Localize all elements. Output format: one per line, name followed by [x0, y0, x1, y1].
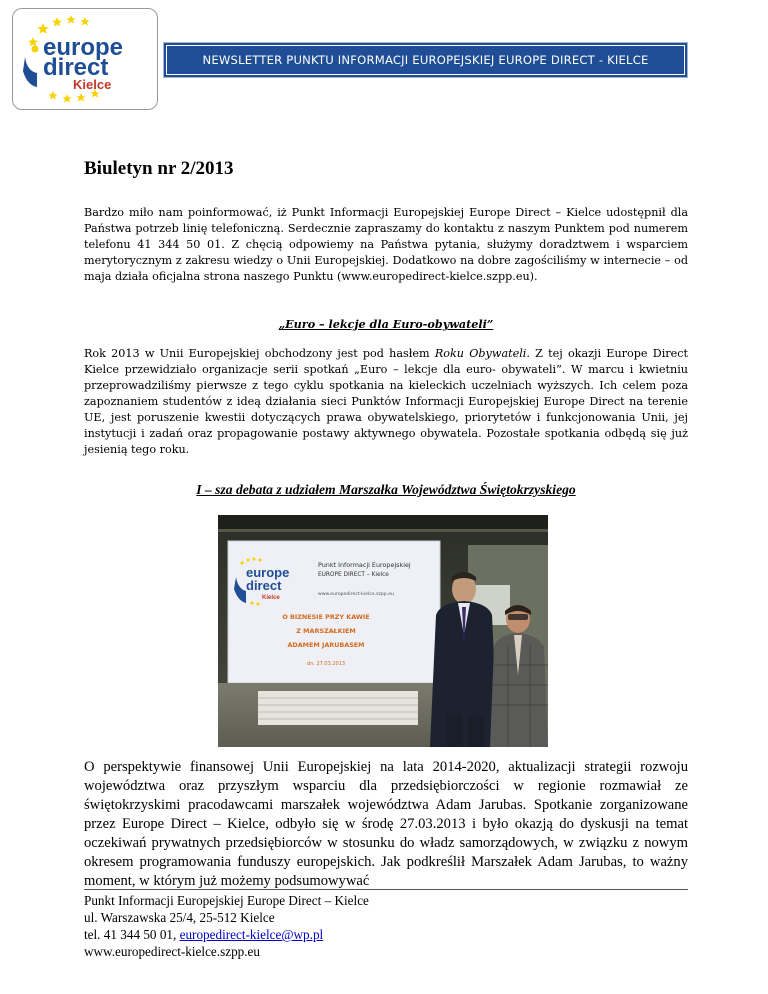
screen-logo-kielce-text: Kielce — [262, 595, 280, 601]
footer-divider — [84, 889, 688, 890]
screen-line2: EUROPE DIRECT – Kielce — [318, 572, 389, 578]
logo-europe-text: europe — [43, 34, 124, 61]
debate-heading: I – sza debata z udziałem Marszałka Województwa Świętokrzyskiego — [196, 482, 576, 497]
screen-heading1: O BIZNESIE PRZY KAWIE — [282, 613, 370, 621]
intro-paragraph: Bardzo miło nam poinformować, iż Punkt Informacji Europejskiej Europe Direct – Kielce udostępnił dla Państwa potrzeb linię telefoniczną. Serdecznie zapraszamy do kontaktu z naszym Punktem pod numerem telefonu 41 344 50 01. Z chęcią odpowiemy na Państwa pytania, służymy doradztwem i wsparciem merytorycznym z zakresu wiedzy o Unii Europejskiej. Dodatkowo na dobre zagościliśmy w internecie – od maja działa oficjalna strona naszego Punktu (www.europedirect-kielce.szpp.eu). — [84, 206, 688, 283]
screen-heading3: ADAMEM JARUBASEM — [287, 641, 365, 649]
footer-org-name: Punkt Informacji Europejskiej Europe Direct – Kielce — [84, 893, 369, 908]
screen-logo-direct-text: direct — [246, 578, 282, 593]
footer-phone-email — [84, 926, 369, 943]
paragraph2-text-end: . Z tej okazji Europe Direct Kielce przewidziało organizacje serii spotkań „Euro – lekcje dla euro- obywateli”. W marcu i kwietniu przeprowadziliśmy pierwsze z tego cyklu spotkania na kieleckich uczelniach wyższych. Ich celem poza zapoznaniem studentów z ideą działania sieci Punktów Informacji Europejskiej Europe Direct na terenie UE, jest poruszenie kwestii dotyczących prawa obywatelskiego, priorytetów i funkcjonowania Unii, jej instytucji i zadań oraz propagowanie postawy aktywnego obywatela. Pozostałe spotkania odbędą się już jesienią tego roku. — [84, 347, 689, 456]
euro-lessons-paragraph — [84, 346, 688, 458]
footer-website[interactable]: www.europedirect-kielce.szpp.eu — [84, 944, 260, 959]
logo-direct-text: direct — [43, 54, 109, 81]
logo-kielce-text: Kielce — [73, 77, 112, 92]
europe-direct-logo — [12, 8, 158, 110]
footer-phone: tel. 41 344 50 01, — [84, 927, 180, 942]
footer-email-link[interactable]: europedirect-kielce@wp.pl — [179, 927, 324, 942]
eu-stars-logo-icon — [13, 9, 157, 109]
newsletter-banner — [163, 42, 688, 78]
debate-paragraph: O perspektywie finansowej Unii Europejskiej na lata 2014-2020, aktualizacji strategii rozwoju województwa oraz przyszłym wsparciu dla przedsiębiorczości w regionie rozmawiał ze świętokrzyskimi pracodawcami marszałek województwa Adam Jarubas. Spotkanie zorganizowane przez Europe Direct – Kielce, odbyło się w środę 27.03.2013 i było okazją do dyskusji na temat oczekiwań prywatnych przedsiębiorców w stosunku do władz samorządowych, w związku z nowym okresem programowania funduszy europejskich. Jak podkreślił Marszałek Adam Jarubas, to ważny moment, w którym już możemy podsumowywać — [84, 759, 688, 889]
event-photo — [218, 515, 548, 747]
banner-text: NEWSLETTER PUNKTU INFORMACJI EUROPEJSKIEJ EUROPE DIRECT - KIELCE — [202, 53, 649, 67]
euro-lessons-heading: „Euro – lekcje dla Euro-obywateli” — [278, 317, 494, 331]
screen-date: dn. 27.03.2013 — [306, 661, 346, 667]
footer-address: ul. Warszawska 25/4, 25-512 Kielce — [84, 910, 275, 925]
footer-contact — [84, 892, 369, 960]
paragraph2-text-start: Rok 2013 w Unii Europejskiej obchodzony jest pod hasłem — [84, 347, 435, 360]
screen-line1: Punkt Informacji Europejskiej — [318, 561, 411, 569]
year-of-citizens-italic: Roku Obywateli — [434, 347, 527, 360]
screen-url: www.europedirect-kielce.szpp.eu — [318, 592, 394, 597]
screen-heading2: Z MARSZAŁKIEM — [296, 627, 356, 635]
bulletin-title: Biuletyn nr 2/2013 — [84, 158, 234, 179]
screen-logo-europe-text: europe — [246, 565, 290, 580]
